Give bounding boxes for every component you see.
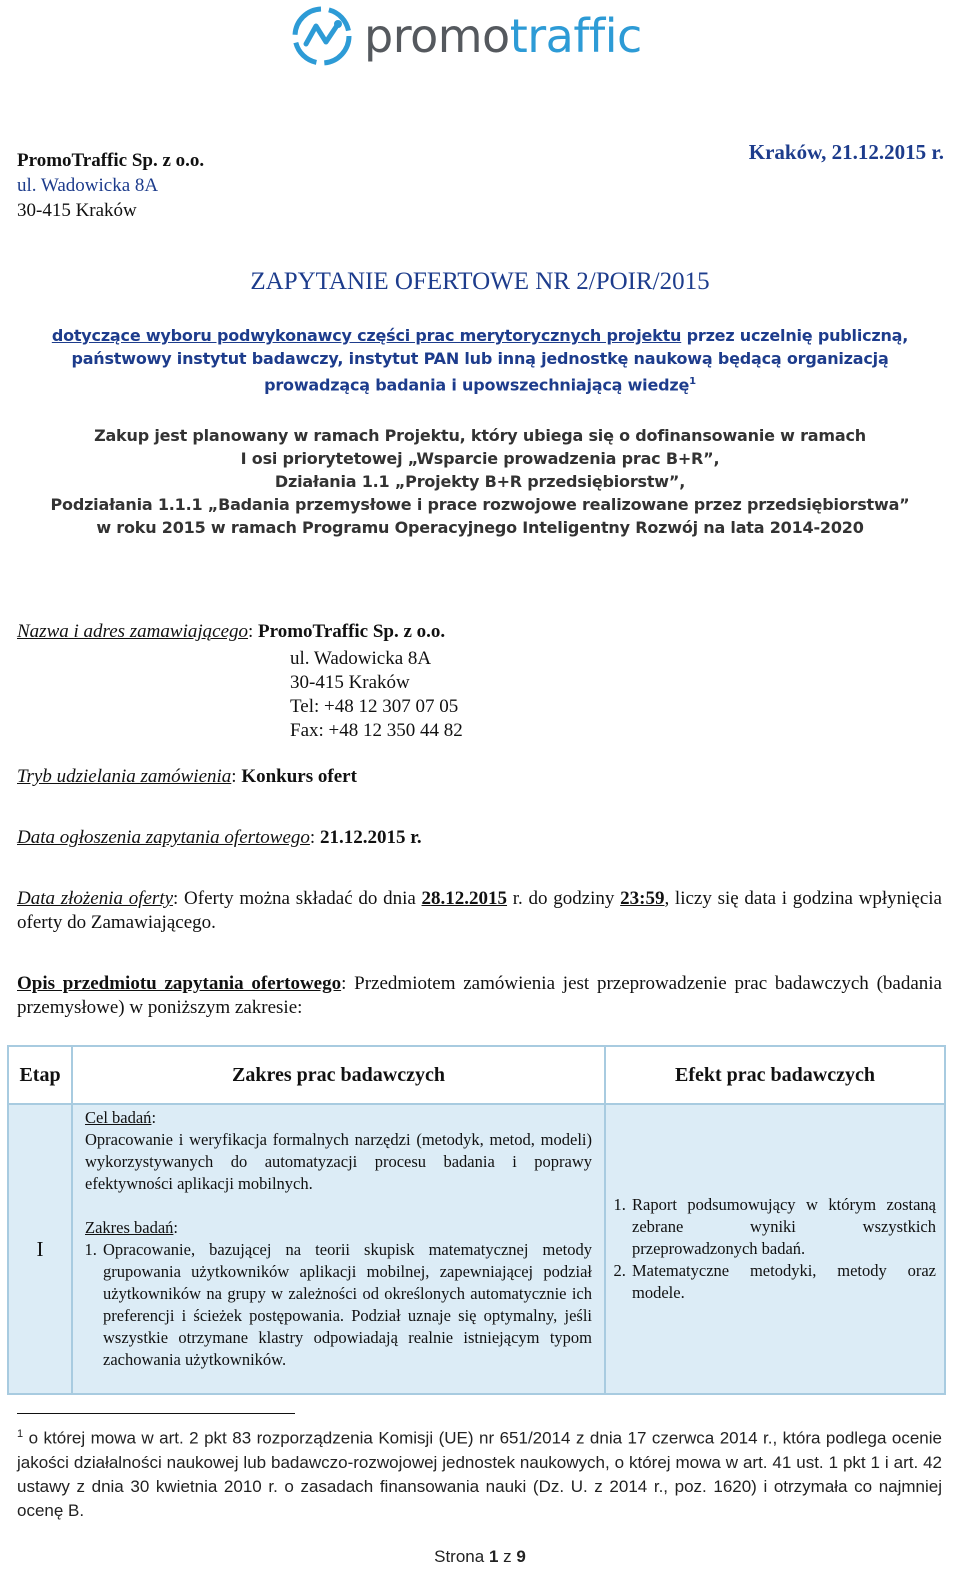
footnote-divider bbox=[17, 1413, 295, 1414]
list-item: 2. Matematyczne metodyki, metody oraz modele. bbox=[630, 1260, 936, 1304]
effect-list bbox=[614, 1194, 936, 1304]
page-word: Strona bbox=[434, 1547, 485, 1566]
list-item: 1. Opracowanie, bazującej na teorii skupisk matematycznej metody grupowania użytkowników aplikacji mobilnej, zapewniającej podział użytkowników na grupy w zależności od określonych automatycznie ich preferencji i ścieżek postępowania. Podział uznaje się optymalny, jeśli wszystkie otrzymane klastry odpowiadają realnie istniejącym typom zachowania użytkowników. bbox=[101, 1239, 592, 1371]
submit-field: Data złożenia oferty: Oferty można składać do dnia 28.12.2015 r. do godziny 23:59, liczy się data i godzina wpłynięcia oferty do Zamawiającego. bbox=[17, 888, 942, 933]
subtitle-rest: przez uczelnię publiczną, państwowy instytut badawczy, instytut PAN lub inną jednostkę naukową będącą organizacją prowadzącą badania i upowszechniającą wiedzę bbox=[71, 326, 909, 395]
submit-text: r. do godziny bbox=[507, 888, 621, 909]
page-of: z bbox=[503, 1547, 512, 1566]
document-title: ZAPYTANIE OFERTOWE NR 2/POIR/2015 bbox=[250, 268, 710, 295]
page-number bbox=[0, 1547, 960, 1567]
sender-block bbox=[17, 148, 204, 223]
announce-label: Data ogłoszenia zapytania ofertowego bbox=[17, 827, 310, 848]
column-header: Zakres prac badawczych bbox=[72, 1046, 605, 1104]
ordering-party-label: Nazwa i adres zamawiającego bbox=[17, 621, 248, 642]
table-header-row bbox=[8, 1046, 945, 1104]
ordering-party-city: 30-415 Kraków bbox=[290, 672, 410, 693]
footnote-text: o której mowa w art. 2 pkt 83 rozporządzenia Komisji (UE) nr 651/2014 z dnia 17 czerwca 2014 r., która podlega ocenie jakości działalności naukowej lub badawczo-rozwojowej jednostek naukowych, o której mowa w art. 41 ust. 1 pkt 1 i art. 42 ustawy z dnia 30 kwietnia 2010 r. o zasadach finansowania nauki (Dz. U. z 2014 r., poz. 1620) i otrzymała co najmniej ocenę B. bbox=[17, 1428, 942, 1520]
logo-wordmark: promotraffic bbox=[364, 9, 642, 63]
project-line: Działania 1.1 „Projekty B+R przedsiębiorstw”, bbox=[274, 472, 686, 491]
announce-field: Data ogłoszenia zapytania ofertowego: 21.12.2015 r. bbox=[17, 827, 422, 848]
submit-time: 23:59 bbox=[620, 888, 665, 909]
scope-cell: Cel badań: Opracowanie i weryfikacja formalnych narzędzi (metodyk, metod, modeli) wykorzystywanych do automatyzacji procesu badania i poprawy efektywności aplikacji mobilnych. Zakres badań: 1. Opracowanie, bazującej na teorii skupisk matematycznej metody grupowania użytkowników aplikacji mobilnej, zapewniającej podział użytkowników na grupy w zależności od określonych automatycznie ich preferencji i ścieżek postępowania. Podział uznaje się optymalny, jeśli wszystkie otrzymane klastry odpowiadają realnie istniejącym typom zachowania użytkowników. bbox=[72, 1104, 605, 1394]
subtitle-underlined: dotyczące wyboru podwykonawcy części prac merytorycznych projektu bbox=[51, 326, 682, 345]
scope-list bbox=[85, 1239, 592, 1371]
ordering-party-fax: Fax: +48 12 350 44 82 bbox=[290, 720, 463, 741]
sender-street: ul. Wadowicka 8A bbox=[17, 175, 159, 196]
announce-value: 21.12.2015 r. bbox=[319, 827, 422, 848]
scope-label: Zakres badań bbox=[85, 1218, 174, 1237]
mode-field: Tryb udzielania zamówienia: Konkurs ofert bbox=[17, 766, 357, 787]
document-date: Kraków, 21.12.2015 r. bbox=[748, 140, 944, 164]
document-subtitle bbox=[20, 324, 940, 396]
column-header: Etap bbox=[8, 1046, 72, 1104]
footnote-ref: 1 bbox=[689, 376, 696, 387]
submit-date: 28.12.2015 bbox=[421, 888, 508, 909]
column-header: Efekt prac badawczych bbox=[605, 1046, 945, 1104]
logo-mark-icon bbox=[290, 4, 354, 68]
mode-value: Konkurs ofert bbox=[241, 766, 357, 787]
ordering-party-tel: Tel: +48 12 307 07 05 bbox=[290, 696, 459, 717]
page-current: 1 bbox=[488, 1547, 499, 1566]
submit-text: , liczy się data i godzina wpłynięcia oferty do Zamawiającego. bbox=[17, 888, 942, 933]
table-row bbox=[8, 1104, 945, 1394]
research-scope-table bbox=[7, 1045, 946, 1395]
project-description bbox=[20, 424, 940, 539]
mode-label: Tryb udzielania zamówienia bbox=[17, 766, 232, 787]
submit-text: Oferty można składać do dnia bbox=[178, 888, 422, 909]
project-line: w roku 2015 w ramach Programu Operacyjnego Inteligentny Rozwój na lata 2014-2020 bbox=[96, 518, 864, 537]
description-text: Przedmiotem zamówienia jest przeprowadzenie prac badawczych (badania przemysłowe) w poniższym zakresie: bbox=[17, 973, 942, 1018]
page-total: 9 bbox=[516, 1547, 526, 1566]
description-label: Opis przedmiotu zapytania ofertowego bbox=[17, 973, 342, 994]
stage-cell: I bbox=[8, 1104, 72, 1394]
ordering-party-street: ul. Wadowicka 8A bbox=[290, 648, 432, 669]
effect-cell bbox=[605, 1104, 945, 1394]
project-line: Zakup jest planowany w ramach Projektu, który ubiega się o dofinansowanie w ramach bbox=[94, 426, 866, 445]
goal-label: Cel badań bbox=[85, 1108, 152, 1127]
submit-label: Data złożenia oferty bbox=[17, 888, 174, 909]
ordering-party-field: Nazwa i adres zamawiającego: PromoTraffic Sp. z o.o. bbox=[17, 621, 446, 642]
description-field: Opis przedmiotu zapytania ofertowego: Przedmiotem zamówienia jest przeprowadzenie prac badawczych (badania przemysłowe) w poniższym zakresie: bbox=[17, 973, 942, 1018]
footnote bbox=[17, 1422, 942, 1523]
footnote-number: 1 bbox=[17, 1428, 24, 1440]
ordering-party-name: PromoTraffic Sp. z o.o. bbox=[258, 621, 446, 642]
sender-name: PromoTraffic Sp. z o.o. bbox=[17, 150, 205, 171]
list-item: 1. Raport podsumowujący w którym zostaną zebrane wyniki wszystkich przeprowadzonych badań. bbox=[630, 1194, 936, 1260]
project-line: I osi priorytetowej „Wsparcie prowadzenia prac B+R”, bbox=[240, 449, 720, 468]
promotraffic-logo bbox=[290, 0, 642, 72]
project-line: Podziałania 1.1.1 „Badania przemysłowe i prace rozwojowe realizowane przez przedsiębiorstwa” bbox=[50, 495, 910, 514]
ordering-party-address bbox=[290, 647, 463, 743]
goal-text: Opracowanie i weryfikacja formalnych narzędzi (metodyk, metod, modeli) wykorzystywanych do automatyzacji procesu badania i poprawy efektywności aplikacji mobilnych. bbox=[85, 1130, 592, 1193]
sender-city: 30-415 Kraków bbox=[17, 200, 137, 221]
